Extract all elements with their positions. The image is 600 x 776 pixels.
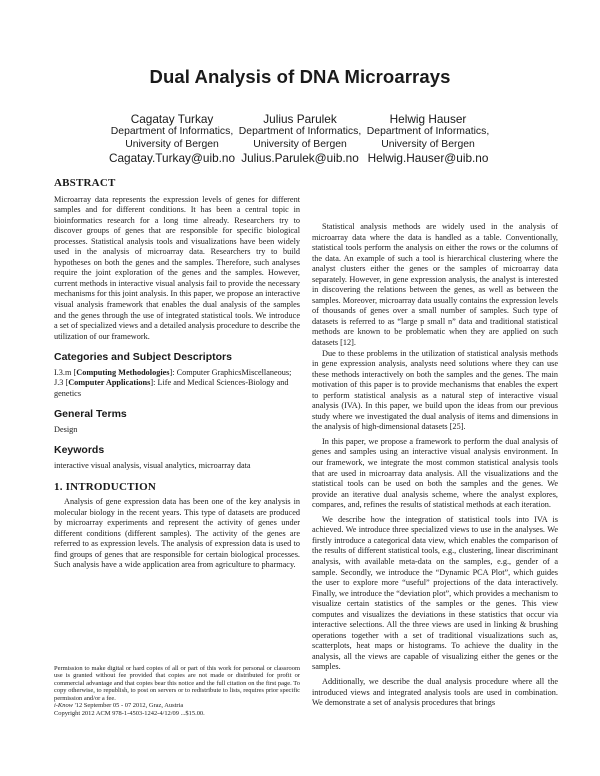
paragraph: Statistical analysis methods are widely used in the analysis of microarray data where the data is handled as a table. Conventionally, statistical tools perform the analysis on either the rows or the columns of the data. An example of such a tool is hierarchical clustering where the analyst clusters either the genes or the samples of microarray data separately. However, in gene expression analysis, the analyst is interested in discovering the relations between the genes, as well as between the samples. Moreover, microarray data usually contains the expression levels of thousands of genes over a small number of samples. Such type of datasets is referred to as “large p small n” data and traditional statistical methods are known to be problematic when they are applied on such datasets [12]. (312, 222, 558, 348)
paragraph: Additionally, we describe the dual analysis procedure where all the introduced views and integrated analysis tools are used in combination. We demonstrate a set of analysis procedures that brings (312, 676, 558, 708)
paragraph: We describe how the integration of statistical tools into IVA is achieved. We introduce three specialized views to use in the analyses. We firstly introduce a categorical data view, which enables the comparison of the results of different statistical tools, e.g., clustering, linear discriminant analysis, with available meta-data on the samples, e.g., gender of a sample. Secondly, we introduce the “Dynamic PCA Plot”, which guides the user to explore more “useful” projections of the data interactively. Finally, we introduce the “deviation plot”, which provides a mechanism to visualize certain statistics of the samples or the genes. This view computes and visualizes the deviations in these statistics that occur via interactive selections. All the three views are used in linking & brushing operations together with a set of traditional visualizations such as, scatterplots, heat maps or histograms. To achieve the duality in the analysis, all the views are capable of visualizing either the genes or the samples. (312, 514, 558, 672)
keywords-text: interactive visual analysis, visual analytics, microarray data (54, 461, 251, 471)
paragraph: Due to these problems in the utilization of statistical analysis methods in gene expression analysis, analysts need solutions where they can use these methods interactively on both the samples and the genes. The main motivation of this paper is to provide mechanisms that enables the expert to perform statistical analysis as a natural step of interactive visual analysis (IVA). In this paper, we build upon the ideas from our previous study where we investigated the dual analysis of items and dimensions in the analysis of high-dimensional datasets [25]. (312, 348, 558, 432)
author-email: Helwig.Hauser@uib.no (367, 151, 489, 165)
permission-text: Permission to make digital or hard copies of all or part of this work for personal or classroom use is granted without fee provided that copies are not made or distributed for profit or commercial advantage and that copies bear this notice and the full citation on the first page. To copy otherwise, to republish, to post on servers or to redistribute to lists, requires prior specific permission and/or a fee. (54, 665, 300, 702)
author-3 (343, 112, 513, 165)
introduction-paragraph: Analysis of gene expression data has been one of the key analysis in molecular biology in the recent years. This type of datasets are produced by microarray experiments and represent the activity of genes under different conditions (different samples). The activity of the genes are referred to as expression levels. The analysis of expression data is used to find groups of genes that are responsible for certain biological processes. Such analysis have a wide application area from agriculture to pharmacy. (54, 497, 300, 570)
paper-title: Dual Analysis of DNA Microarrays (149, 66, 451, 87)
author-email: Cagatay.Turkay@uib.no (108, 151, 236, 165)
copyright-notice (54, 665, 300, 717)
categories-text: I.3.m [Computing Methodologies]: Computer GraphicsMiscellaneous; J.3 [Computer Applications]: Life and Medical Sciences-Biology and genetics (54, 367, 292, 398)
introduction-heading: 1. INTRODUCTION (54, 480, 157, 493)
author-name: Cagatay Turkay (130, 112, 214, 126)
author-department: Department of Informatics, (238, 126, 362, 137)
author-name: Helwig Hauser (389, 112, 467, 126)
abstract-text: Microarray data represents the expression levels of genes for different samples and for different conditions. It has been a central topic in bioinformatics research for a long time already. Researchers try to discover groups of genes that are responsible for specific biological processes. Statistical analysis tools and visualizations have been widely used in the analysis of microarray data. Researchers try to build hypotheses on both the genes and the samples. Therefore, such analyses require the joint exploration of the genes and the samples. However, current methods in interactive visual analysis fail to provide the necessary mechanisms for this joint analysis. In this paper, we propose an interactive visual analysis framework that enables the dual analysis of the samples and the genes through the use of integrated statistical tools. We introduce a set of specialized views and a detailed analysis procedure to describe the utilization of our framework. (54, 194, 300, 341)
author-university: University of Bergen (253, 138, 347, 150)
author-university: University of Bergen (381, 138, 475, 150)
general-terms-heading: General Terms (54, 408, 127, 421)
right-column (312, 222, 558, 709)
venue-line: i-Know '12 September 05 - 07 2012, Graz, Austria (54, 702, 184, 710)
author-department: Department of Informatics, (110, 126, 234, 137)
keywords-heading: Keywords (54, 444, 105, 457)
abstract-heading: ABSTRACT (54, 177, 116, 189)
paragraph: In this paper, we propose a framework to perform the dual analysis of genes and samples using an interactive visual analysis environment. In our framework, we integrate the most common statistical analysis tools that are used in microarray data analysis. All the visualizations and the statistical tools can be used on both the samples and the genes. We provide an iterative dual analysis scheme, where the analyst explores, compares, and, refines the results of statistical methods at each iteration. (312, 436, 558, 510)
author-email: Julius.Parulek@uib.no (241, 151, 359, 165)
author-name: Julius Parulek (263, 112, 337, 126)
author-university: University of Bergen (125, 138, 219, 150)
categories-heading: Categories and Subject Descriptors (54, 351, 232, 364)
isbn-line: Copyright 2012 ACM 978-1-4503-1242-4/12/09 ...$15.00. (54, 709, 205, 717)
author-department: Department of Informatics, (366, 126, 490, 137)
left-column (54, 178, 300, 571)
general-terms-text: Design (54, 424, 78, 434)
